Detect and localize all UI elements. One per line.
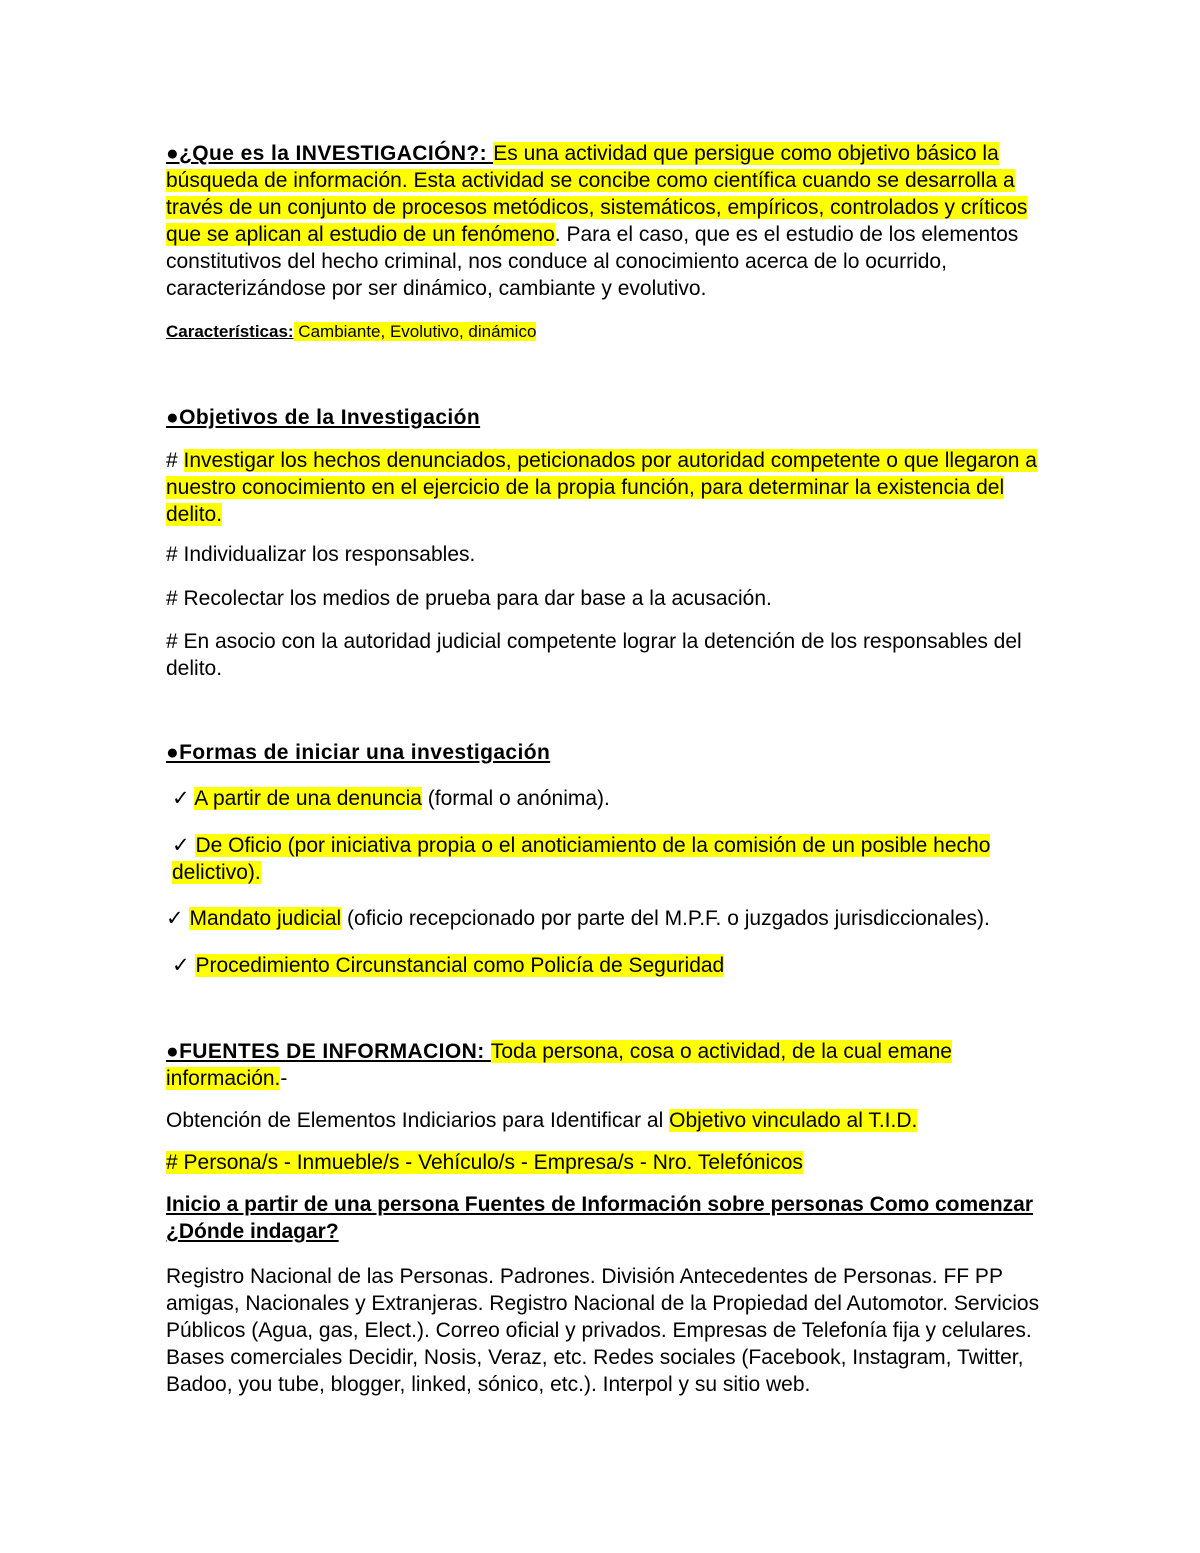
objetivos-heading — [166, 404, 1046, 431]
fuentes-definition — [166, 1038, 1046, 1092]
objetivo-item-3: # Recolectar los medios de prueba para dar base a la acusación. — [166, 587, 772, 610]
tipos-highlight: # Persona/s - Inmueble/s - Vehículo/s - Empresa/s - Nro. Telefónicos — [166, 1151, 803, 1174]
check-icon: ✓ — [172, 834, 190, 857]
check-icon: ✓ — [166, 907, 184, 930]
check-icon: ✓ — [172, 787, 190, 810]
fuentes-text: - — [280, 1067, 288, 1090]
caracteristicas-label: Características: — [166, 322, 294, 341]
definition-highlight: Es una actividad que persigue como objetivo básico la búsqueda de información. Esta actividad se concibe como científica cuando se desarrolla a través de un conjunto de procesos metódicos, sistemáticos, empíricos, controlados y críticos que se aplican al estudio de un fenómeno — [166, 142, 1028, 246]
forma-item-1 — [166, 785, 1052, 812]
obtencion-text: Obtención de Elementos Indiciarios para Identificar al — [166, 1109, 670, 1132]
forma-text-1: (formal o anónima). — [421, 787, 610, 810]
obtencion-highlight: Objetivo vinculado al T.I.D. — [669, 1109, 918, 1132]
section-heading-fuentes: ●FUENTES DE INFORMACION: — [166, 1040, 491, 1063]
objetivo-item-2: # Individualizar los responsables. — [166, 543, 476, 566]
formas-heading — [166, 739, 1046, 766]
forma-text-3: (oficio recepcionado por parte del M.P.F. o juzgados jurisdiccionales). — [341, 907, 990, 930]
forma-highlight-3: Mandato judicial — [189, 907, 342, 930]
forma-highlight-1: A partir de una denuncia — [194, 787, 422, 810]
fuentes-subheading — [166, 1191, 1046, 1245]
objetivo-item-1 — [166, 447, 1046, 528]
forma-highlight-4: Procedimiento Circunstancial como Policía de Seguridad — [195, 954, 725, 977]
objetivo-prefix: # — [166, 449, 184, 472]
investigacion-definition — [166, 140, 1046, 302]
caracteristicas-line — [166, 318, 1046, 345]
forma-item-2 — [166, 832, 1052, 886]
section-heading-objetivos: ●Objetivos de la Investigación — [166, 406, 481, 429]
obtencion-line — [166, 1107, 1046, 1134]
caracteristicas-value: Cambiante, Evolutivo, dinámico — [293, 322, 537, 341]
forma-item-3 — [166, 905, 1046, 932]
definition-text: . Para el caso, que es el estudio de los elementos constitutivos del hecho criminal, nos conduce al conocimiento acerca de lo ocurrido, caracterizándose por ser dinámico, cambiante y evolutivo. — [166, 223, 1019, 300]
forma-highlight-2: De Oficio (por iniciativa propia o el anoticiamiento de la comisión de un posible hecho delictivo). — [172, 834, 991, 884]
check-icon: ✓ — [172, 954, 190, 977]
section-heading-investigacion: ●¿Que es la INVESTIGACIÓN?: — [166, 142, 494, 165]
fuentes-highlight: Toda persona, cosa o actividad, de la cual emane información. — [166, 1040, 952, 1090]
tipos-line — [166, 1149, 1046, 1176]
subheading-text: Inicio a partir de una persona Fuentes de Información sobre personas Como comenzar ¿Dónde indagar? — [166, 1193, 1034, 1243]
objetivo-highlight: Investigar los hechos denunciados, peticionados por autoridad competente o que llegaron a nuestro conocimiento en el ejercicio de la propia función, para determinar la existencia del delito. — [166, 449, 1037, 526]
objetivo-item-4: # En asocio con la autoridad judicial competente lograr la detención de los responsables del delito. — [166, 630, 1022, 680]
fuentes-list-paragraph: Registro Nacional de las Personas. Padrones. División Antecedentes de Personas. FF PP amigas, Nacionales y Extranjeras. Registro Nacional de la Propiedad del Automotor. Servicios Públicos (Agua, gas, Elect.). Correo oficial y privados. Empresas de Telefonía fija y celulares. Bases comerciales Decidir, Nosis, Veraz, etc. Redes sociales (Facebook, Instagram, Twitter, Badoo, you tube, blogger, linked, sónico, etc.). Interpol y su sitio web. — [166, 1265, 1040, 1396]
section-heading-formas: ●Formas de iniciar una investigación — [166, 741, 551, 764]
forma-item-4 — [166, 952, 1052, 979]
